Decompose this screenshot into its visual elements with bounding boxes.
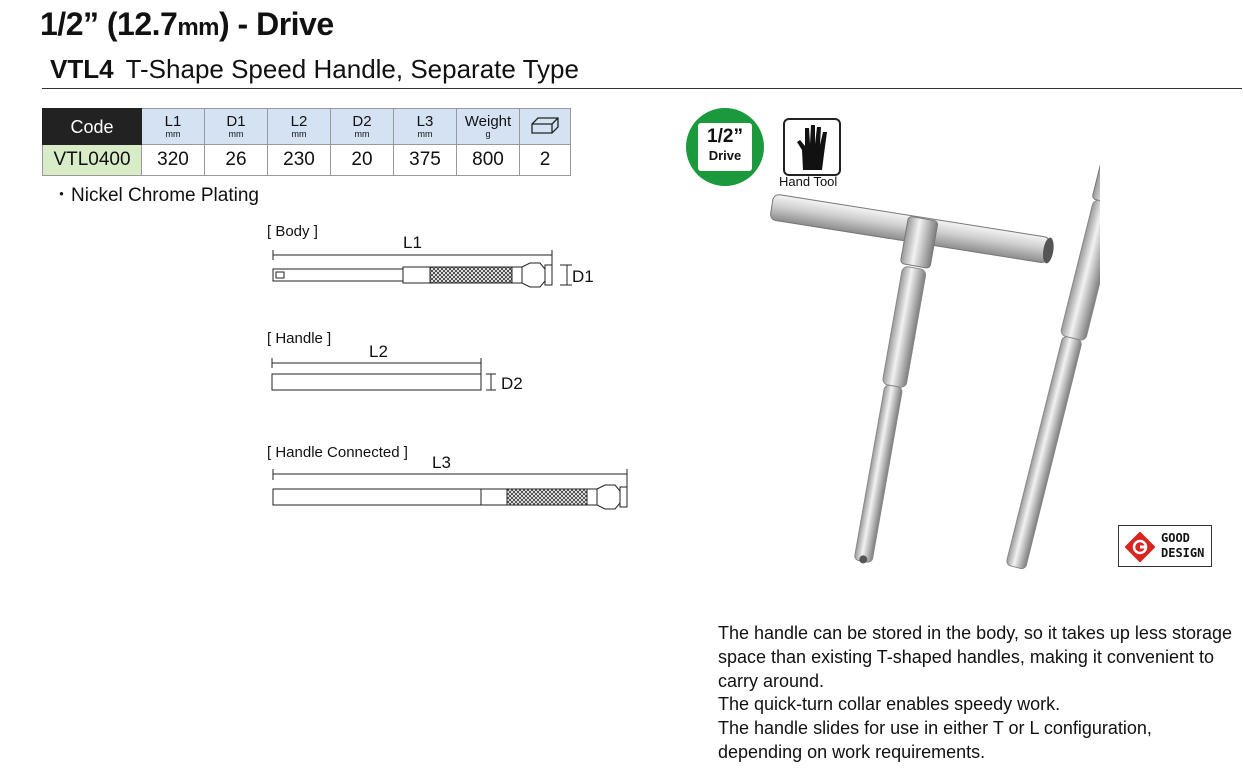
cell-l3: 375 <box>394 145 457 176</box>
description-paragraph: The handle can be stored in the body, so it takes up less storage space than existing T-shaped handles, making it convenient to carry around. <box>718 623 1232 691</box>
connected-length-label: L3 <box>432 453 451 472</box>
plating-note: ・Nickel Chrome Plating <box>52 185 259 206</box>
product-name: T-Shape Speed Handle, Separate Type <box>125 54 579 84</box>
cell-code: VTL0400 <box>43 145 142 176</box>
good-design-text: GOOD DESIGN <box>1161 531 1205 560</box>
title-divider <box>42 88 1242 89</box>
good-design-mark <box>1118 525 1212 567</box>
cell-d2: 20 <box>331 145 394 176</box>
header-code: Code <box>43 109 142 145</box>
product-code: VTL4 <box>50 54 114 84</box>
spec-header-row <box>43 109 571 145</box>
drive-label-text: Drive <box>708 148 742 163</box>
body-diagram <box>262 245 582 295</box>
connected-diagram <box>262 468 642 513</box>
box-quantity-icon <box>529 114 561 136</box>
good-design-logo-icon <box>1125 532 1155 562</box>
cell-l1: 320 <box>142 145 205 176</box>
header-l1: L1 mm <box>142 109 205 145</box>
body-diameter-label: D1 <box>572 267 594 286</box>
page-title: 1/2” (12.7mm) - Drive <box>40 6 334 42</box>
spec-table <box>42 108 571 176</box>
product-title <box>50 54 579 85</box>
header-weight: Weight g <box>457 109 520 145</box>
description-paragraph: The handle slides for use in either T or L configuration, depending on work requirements. <box>718 718 1152 762</box>
handle-diameter-label: D2 <box>501 374 523 393</box>
body-length-label: L1 <box>403 233 422 252</box>
product-photo <box>760 138 1100 578</box>
drive-size-panel <box>698 123 752 171</box>
cell-l2: 230 <box>268 145 331 176</box>
product-description <box>718 622 1238 765</box>
cell-weight: 800 <box>457 145 520 176</box>
spec-data-row <box>43 145 571 176</box>
header-quantity-icon <box>520 109 571 145</box>
handle-length-label: L2 <box>369 342 388 361</box>
drive-size-text: 1/2” <box>707 126 743 147</box>
header-d2: D2 mm <box>331 109 394 145</box>
header-l2: L2 mm <box>268 109 331 145</box>
handle-diagram <box>262 355 502 395</box>
cell-quantity: 2 <box>520 145 571 176</box>
description-paragraph: The quick-turn collar enables speedy work. <box>718 694 1061 715</box>
body-diagram-label: [ Body ] <box>267 223 318 240</box>
connected-diagram-label: [ Handle Connected ] <box>267 444 408 461</box>
handle-diagram-label: [ Handle ] <box>267 330 332 347</box>
drive-size-badge <box>686 108 764 186</box>
header-d1: D1 mm <box>205 109 268 145</box>
cell-d1: 26 <box>205 145 268 176</box>
hand-tool-label: Hand Tool <box>779 174 838 189</box>
header-l3: L3 mm <box>394 109 457 145</box>
